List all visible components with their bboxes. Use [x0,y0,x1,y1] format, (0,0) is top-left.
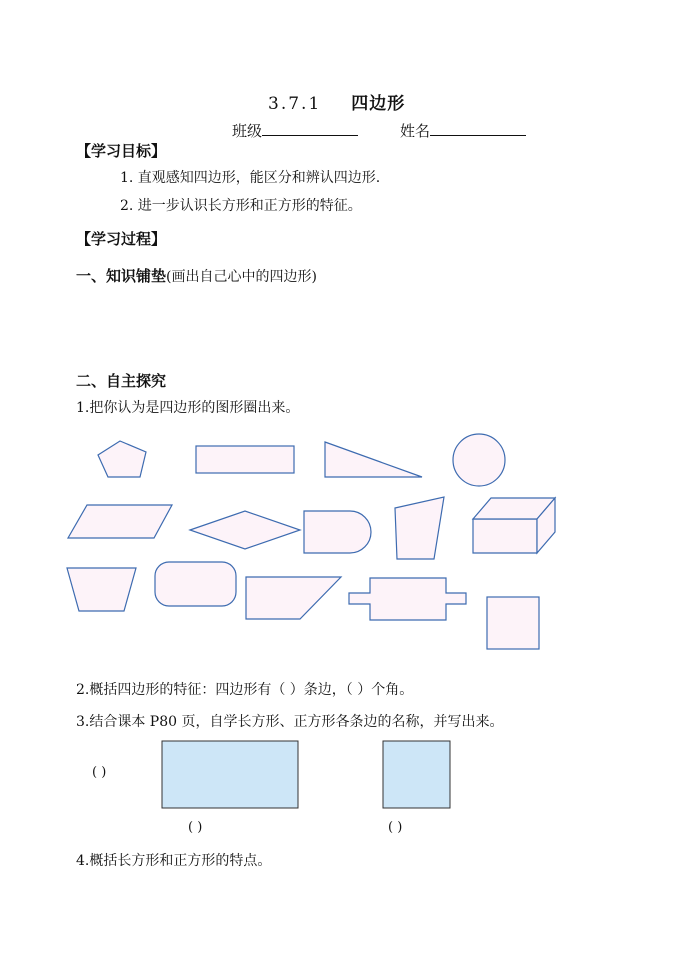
question-3: 3.结合课本 P80 页，自学长方形、正方形各条边的名称，并写出来。 [76,714,504,730]
question-2: 2.概括四边形的特征：四边形有（ ）条边，（ ）个角。 [76,682,414,698]
semicircle-end-shape[interactable] [304,511,371,553]
class-label: 班级 [232,122,263,140]
pentagon-shape[interactable] [98,441,146,477]
q3-square [383,741,450,808]
rounded-rectangle-shape[interactable] [155,562,236,606]
process-heading: 【学习过程】 [76,230,167,248]
triangle-shape[interactable] [325,442,422,477]
title-name: 四边形 [351,94,406,114]
question-4: 4.概括长方形和正方形的特点。 [76,853,272,869]
rhombus-shape[interactable] [190,511,300,549]
trapezoid-shape[interactable] [67,568,136,611]
goal-item-2: 2. 进一步认识长方形和正方形的特征。 [120,198,362,214]
title-number: 3.7.1 [268,94,322,114]
goals-heading: 【学习目标】 [76,142,167,160]
part1-note: (画出自己心中的四边形) [166,269,317,285]
right-trapezoid-shape[interactable] [246,577,341,619]
irregular-quadrilateral-shape[interactable] [395,497,444,559]
question-1: 1.把你认为是四边形的图形圈出来。 [76,400,300,416]
cuboid-shape[interactable] [473,498,555,553]
name-label: 姓名 [400,122,431,140]
part1-heading: 一、知识铺垫 [76,267,167,285]
square-shape[interactable] [487,597,539,649]
rectangle-bottom-blank[interactable]: ( ) [188,820,203,835]
square-bottom-blank[interactable]: ( ) [388,820,403,835]
rectangle-side-blank[interactable]: ( ) [92,765,107,780]
cross-shape[interactable] [349,578,466,620]
goal-item-1: 1. 直观感知四边形，能区分和辨认四边形. [120,170,381,186]
part2-heading: 二、自主探究 [76,372,167,390]
q3-rectangle [162,741,298,808]
circle-shape[interactable] [453,434,505,486]
rectangle-shape[interactable] [196,446,294,473]
parallelogram-shape[interactable] [68,505,172,538]
